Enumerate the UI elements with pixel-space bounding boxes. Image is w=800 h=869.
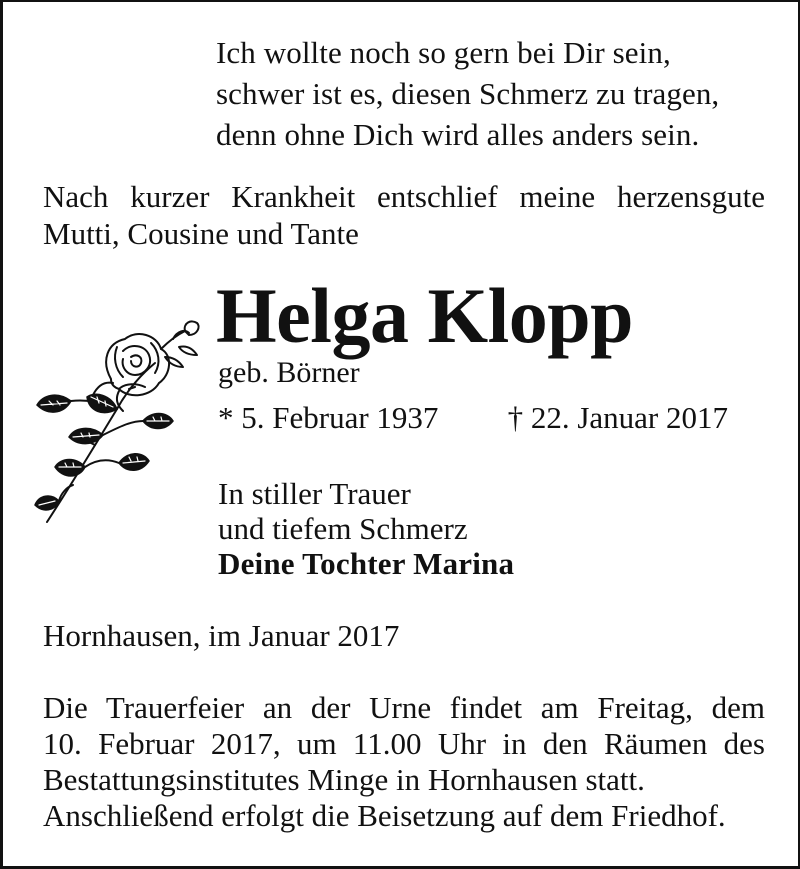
intro-line: Nach kurzer Krankheit entschlief meine herzensgute: [43, 179, 765, 214]
signer-name: Deine Tochter Marina: [218, 546, 515, 581]
poem: [216, 32, 719, 155]
service-line: Anschließend erfolgt die Beisetzung auf dem Friedhof.: [43, 798, 726, 833]
service-line: Bestattungsinstitutes Minge in Hornhausen statt.: [43, 762, 645, 797]
death-date: † 22. Januar 2017: [507, 400, 728, 435]
intro-text: [43, 178, 765, 252]
poem-line: schwer ist es, diesen Schmerz zu tragen,: [216, 76, 720, 111]
service-line: Die Trauerfeier an der Urne findet am Freitag, dem: [43, 690, 765, 725]
birth-date: * 5. Februar 1937: [218, 400, 439, 435]
deceased-name: Helga Klopp: [216, 272, 634, 359]
maiden-name: geb. Börner: [218, 356, 360, 389]
poem-line: denn ohne Dich wird alles anders sein.: [216, 117, 700, 152]
mourning-line: und tiefem Schmerz: [218, 511, 468, 546]
mourning-line: In stiller Trauer: [218, 476, 411, 511]
place-date: Hornhausen, im Januar 2017: [43, 618, 400, 653]
funeral-service-info: [43, 690, 765, 834]
poem-line: Ich wollte noch so gern bei Dir sein,: [216, 35, 671, 70]
mourning-block: [218, 476, 514, 581]
intro-line: Mutti, Cousine und Tante: [43, 216, 359, 251]
rose-icon: [33, 317, 213, 529]
service-line: 10. Februar 2017, um 11.00 Uhr in den Räumen des: [43, 726, 765, 761]
